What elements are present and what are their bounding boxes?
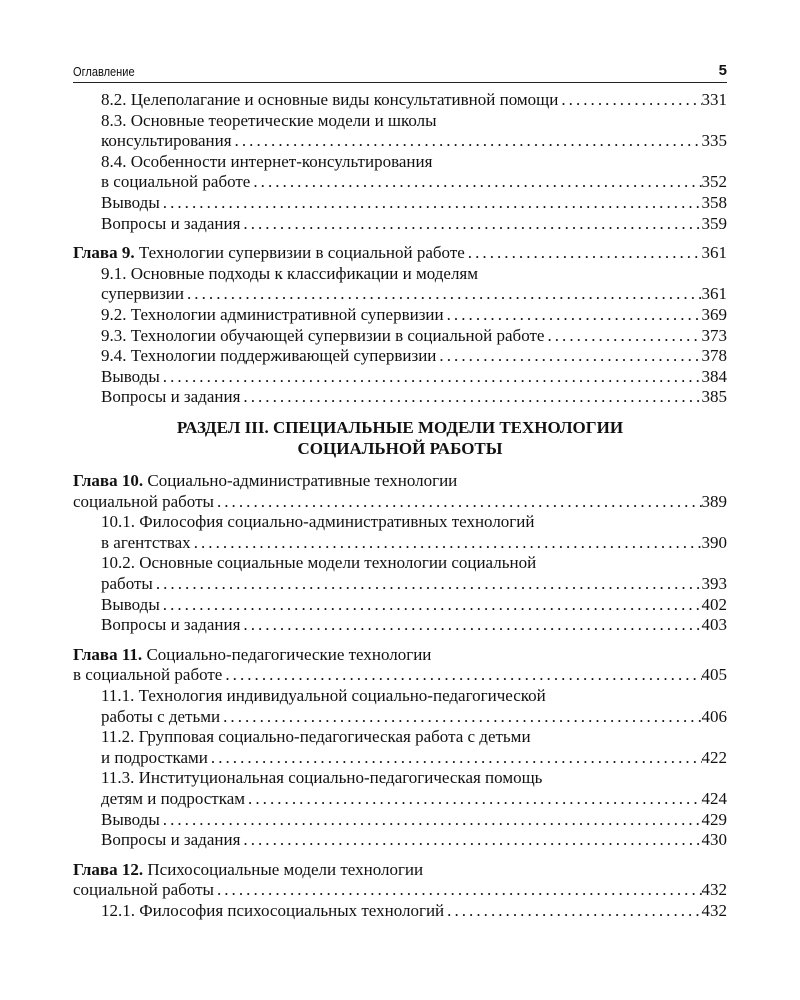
toc-entry-line [101, 512, 727, 533]
toc-entry-line [101, 214, 727, 235]
toc-entry[interactable] [73, 214, 727, 235]
toc-page-number[interactable]: 331 [701, 90, 727, 109]
toc-entry-line [73, 243, 727, 264]
toc-entry-title: Вопросы и задания [101, 213, 241, 233]
toc-entry[interactable] [73, 768, 727, 809]
dot-leader [160, 193, 702, 214]
toc-page-number[interactable]: 405 [701, 665, 727, 685]
toc-entry-line [101, 686, 727, 707]
chapter-label: Глава 12. [73, 859, 144, 879]
toc-entry-title: Психосоциальные модели технологии [143, 859, 424, 879]
toc-page-number[interactable]: 403 [701, 615, 727, 635]
toc-entry-text [101, 152, 432, 171]
toc-entry-line [101, 326, 727, 347]
toc-entry-line [101, 830, 727, 851]
toc-entry-text [73, 243, 465, 264]
toc-entry-title: Вопросы и задания [101, 615, 241, 635]
toc-entry-title: Вопросы и задания [101, 830, 241, 850]
toc-entry-title: супервизии [101, 284, 184, 304]
toc-entry-line [101, 193, 727, 214]
toc-entry-title: 11.2. Групповая социально-педагогическая работа с детьми [101, 727, 531, 747]
dot-leader [214, 880, 702, 901]
toc-page-number[interactable]: 424 [701, 789, 727, 808]
toc-entry[interactable] [73, 305, 727, 326]
dot-leader [240, 830, 701, 851]
toc-entry-text [101, 615, 240, 636]
toc-entry-title: 9.1. Основные подходы к классификации и моделям [101, 263, 479, 283]
toc-entry-title: работы [101, 574, 153, 594]
toc-entry-title: 11.1. Технология индивидуальной социально-педагогической [101, 686, 546, 706]
dot-leader [544, 326, 701, 347]
toc-chapter-entry[interactable] [73, 471, 727, 512]
toc-page-number[interactable]: 373 [701, 325, 727, 345]
toc-entry-line [101, 748, 727, 769]
dot-leader [444, 305, 702, 326]
toc-entry[interactable] [73, 595, 727, 616]
toc-entry-line [101, 901, 727, 922]
toc-entry[interactable] [73, 553, 727, 594]
toc-group [73, 90, 727, 234]
toc-entry-line [101, 284, 727, 305]
toc-page-number[interactable]: 389 [701, 491, 727, 511]
toc-entry-line [101, 152, 727, 173]
toc-page-number[interactable]: 359 [701, 213, 727, 233]
dot-leader [240, 615, 701, 636]
chapter-label: Глава 10. [73, 471, 144, 491]
dot-leader [184, 284, 702, 305]
toc-entry-title: 10.1. Философия социально-административных технологий [101, 512, 535, 532]
toc-entry-title: 8.3. Основные теоретические модели и школы [101, 110, 437, 130]
toc-page-number[interactable]: 422 [701, 747, 727, 767]
toc-entry-text [101, 131, 232, 152]
toc-entry-line [73, 492, 727, 513]
toc-entry-line [101, 574, 727, 595]
toc-entry-text [101, 305, 444, 326]
toc-entry-title: 12.1. Философия психосоциальных технологий [101, 900, 445, 920]
toc-entry-title: Социально-педагогические технологии [142, 644, 432, 664]
toc-entry-title: Выводы [101, 809, 160, 829]
toc-entry-title: 8.4. Особенности интернет-консультирования [101, 151, 433, 171]
toc-entry-line [101, 810, 727, 831]
section-heading [73, 418, 727, 459]
dot-leader [160, 595, 702, 616]
dot-leader [191, 533, 702, 554]
toc-entry-title: 9.3. Технологии обучающей супервизии в социальной работе [101, 325, 545, 345]
toc-chapter-entry[interactable] [73, 860, 727, 901]
toc-entry-title: Выводы [101, 192, 160, 212]
toc-page-number[interactable]: 369 [701, 304, 727, 324]
chapter-group [73, 860, 727, 922]
toc-entry-text [101, 367, 160, 388]
dot-leader [250, 172, 701, 193]
toc-entry-title: в агентствах [101, 532, 191, 552]
toc-entry-text [101, 214, 240, 235]
toc-entry-line [73, 860, 727, 881]
toc-entry-text [101, 533, 191, 554]
dot-leader [220, 707, 701, 728]
toc-entry-title: Выводы [101, 366, 160, 386]
toc-entry-text [101, 284, 184, 305]
toc-entry-line [73, 880, 727, 901]
toc-entry[interactable] [73, 264, 727, 305]
dot-leader [214, 492, 702, 513]
chapter-label: Глава 9. [73, 243, 135, 263]
toc-page-number[interactable]: 429 [701, 809, 727, 829]
toc-entry-line [73, 471, 727, 492]
toc-entry-line [101, 264, 727, 285]
section-heading-line: СОЦИАЛЬНОЙ РАБОТЫ [297, 438, 503, 458]
toc-entry[interactable] [73, 810, 727, 831]
toc-entry[interactable] [73, 387, 727, 408]
chapter-label: Глава 11. [73, 644, 143, 664]
toc-entry-text [101, 686, 546, 705]
toc-entry-text [101, 193, 160, 214]
running-header [73, 58, 727, 83]
toc-entry[interactable] [73, 830, 727, 851]
toc-entry[interactable] [73, 615, 727, 636]
toc-entry-title: Вопросы и задания [101, 387, 241, 407]
toc-entry-text [101, 387, 240, 408]
toc-entry-text [101, 90, 558, 111]
dot-leader [558, 90, 701, 111]
toc-entry-line [73, 665, 727, 686]
dot-leader [208, 748, 702, 769]
toc-entry[interactable] [73, 346, 727, 367]
toc-entry-text [101, 901, 444, 922]
dot-leader [245, 789, 701, 810]
toc-entry-text [101, 595, 160, 616]
toc-page-number[interactable]: 385 [701, 387, 727, 407]
toc-page-number[interactable]: 384 [701, 366, 727, 386]
toc-entry-line [101, 131, 727, 152]
toc-chapter-entry[interactable] [73, 645, 727, 686]
toc-entry-line [101, 346, 727, 367]
dot-leader [240, 387, 701, 408]
toc-page-number[interactable]: 393 [701, 574, 727, 594]
toc-entry-line [101, 367, 727, 388]
toc-entry-text [101, 789, 245, 810]
toc-entry-line [101, 111, 727, 132]
toc-entry-text [101, 172, 250, 193]
toc-page-number[interactable]: 361 [701, 284, 727, 304]
toc-entry-title: и подростками [101, 747, 208, 767]
chapter-group [73, 645, 727, 851]
toc-entry-title: 9.2. Технологии административной супервизии [101, 304, 444, 324]
toc-page-number[interactable]: 432 [701, 900, 727, 920]
toc-entry-line [101, 707, 727, 728]
toc-entry-line [101, 615, 727, 636]
toc-entry-title: 9.4. Технологии поддерживающей супервизии [101, 346, 437, 366]
toc-entry-title: в социальной работе [101, 172, 251, 192]
dot-leader [160, 367, 702, 388]
toc-entry[interactable] [73, 512, 727, 553]
toc-page-number[interactable]: 430 [701, 830, 727, 850]
toc-entry[interactable] [73, 727, 727, 768]
toc-entry-title: работы с детьми [101, 706, 221, 726]
toc-entry[interactable] [73, 193, 727, 214]
toc-entry-line [101, 768, 727, 789]
toc-page-number[interactable]: 406 [701, 706, 727, 726]
toc-entry-line [101, 533, 727, 554]
toc-entry-title: 8.2. Целеполагание и основные виды консультативной помощи [101, 90, 559, 109]
toc-page-number[interactable]: 361 [701, 243, 727, 263]
toc-entry[interactable] [73, 111, 727, 152]
toc-entry[interactable] [73, 901, 727, 922]
toc-entry-text [73, 471, 457, 490]
dot-leader [160, 810, 702, 831]
toc-page-number[interactable]: 335 [701, 131, 727, 151]
toc-entry-text [73, 860, 423, 879]
toc-entry-title: детям и подросткам [101, 789, 246, 808]
toc-entry[interactable] [73, 90, 727, 111]
toc-entry-text [101, 748, 208, 769]
table-of-contents [73, 90, 727, 931]
toc-entry-text [73, 492, 214, 513]
toc-entry-title: Выводы [101, 594, 160, 614]
toc-page-number[interactable]: 432 [701, 880, 727, 900]
toc-entry-text [73, 645, 431, 664]
toc-page-number[interactable]: 402 [701, 594, 727, 614]
dot-leader [222, 665, 701, 686]
dot-leader [444, 901, 701, 922]
toc-entry-line [101, 172, 727, 193]
toc-entry-text [101, 768, 542, 787]
toc-entry-title: 11.3. Институциональная социально-педагогическая помощь [101, 768, 543, 788]
toc-entry[interactable] [73, 367, 727, 388]
toc-entry-text [101, 111, 437, 130]
toc-page-number[interactable]: 352 [701, 172, 727, 192]
toc-page-number[interactable]: 390 [701, 532, 727, 552]
section-heading-line: РАЗДЕЛ III. СПЕЦИАЛЬНЫЕ МОДЕЛИ ТЕХНОЛОГИИ [176, 417, 624, 437]
toc-page-number[interactable]: 378 [701, 346, 727, 366]
toc-entry-title: социальной работы [73, 880, 214, 900]
toc-entry-title: в социальной работе [73, 665, 223, 685]
toc-chapter-entry[interactable] [73, 243, 727, 264]
toc-entry[interactable] [73, 686, 727, 727]
toc-entry-text [101, 810, 160, 831]
toc-entry-line [101, 387, 727, 408]
toc-entry-line [73, 645, 727, 666]
dot-leader [240, 214, 701, 235]
toc-entry-line [101, 789, 727, 810]
dot-leader [232, 131, 702, 152]
dot-leader [153, 574, 702, 595]
toc-entry-title: консультирования [101, 131, 232, 151]
toc-entry-text [73, 880, 214, 901]
toc-entry-text [101, 512, 534, 531]
toc-entry[interactable] [73, 152, 727, 193]
dot-leader [436, 346, 701, 367]
toc-entry-text [101, 264, 478, 283]
dot-leader [465, 243, 702, 264]
toc-entry-text [101, 707, 220, 728]
toc-entry-title: Социально-административные технологии [143, 471, 458, 491]
toc-entry-text [73, 665, 222, 686]
toc-entry-text [101, 727, 531, 746]
toc-entry-line [101, 305, 727, 326]
toc-entry-text [101, 553, 536, 572]
toc-entry-title: 10.2. Основные социальные модели технологии социальной [101, 553, 537, 573]
toc-entry-line [101, 595, 727, 616]
toc-entry-title: Технологии супервизии в социальной работе [134, 243, 465, 263]
chapter-group [73, 243, 727, 408]
toc-entry-line [101, 727, 727, 748]
toc-entry-text [101, 346, 436, 367]
toc-entry-text [101, 830, 240, 851]
toc-entry-line [101, 553, 727, 574]
toc-entry-text [101, 574, 153, 595]
toc-entry-text [101, 326, 544, 347]
running-header-title: Оглавление [73, 64, 135, 79]
toc-entry-title: социальной работы [73, 491, 214, 511]
toc-entry-line [101, 90, 727, 111]
chapter-group [73, 471, 727, 636]
toc-entry[interactable] [73, 326, 727, 347]
page-number: 5 [718, 62, 727, 79]
toc-page-number[interactable]: 358 [701, 192, 727, 212]
